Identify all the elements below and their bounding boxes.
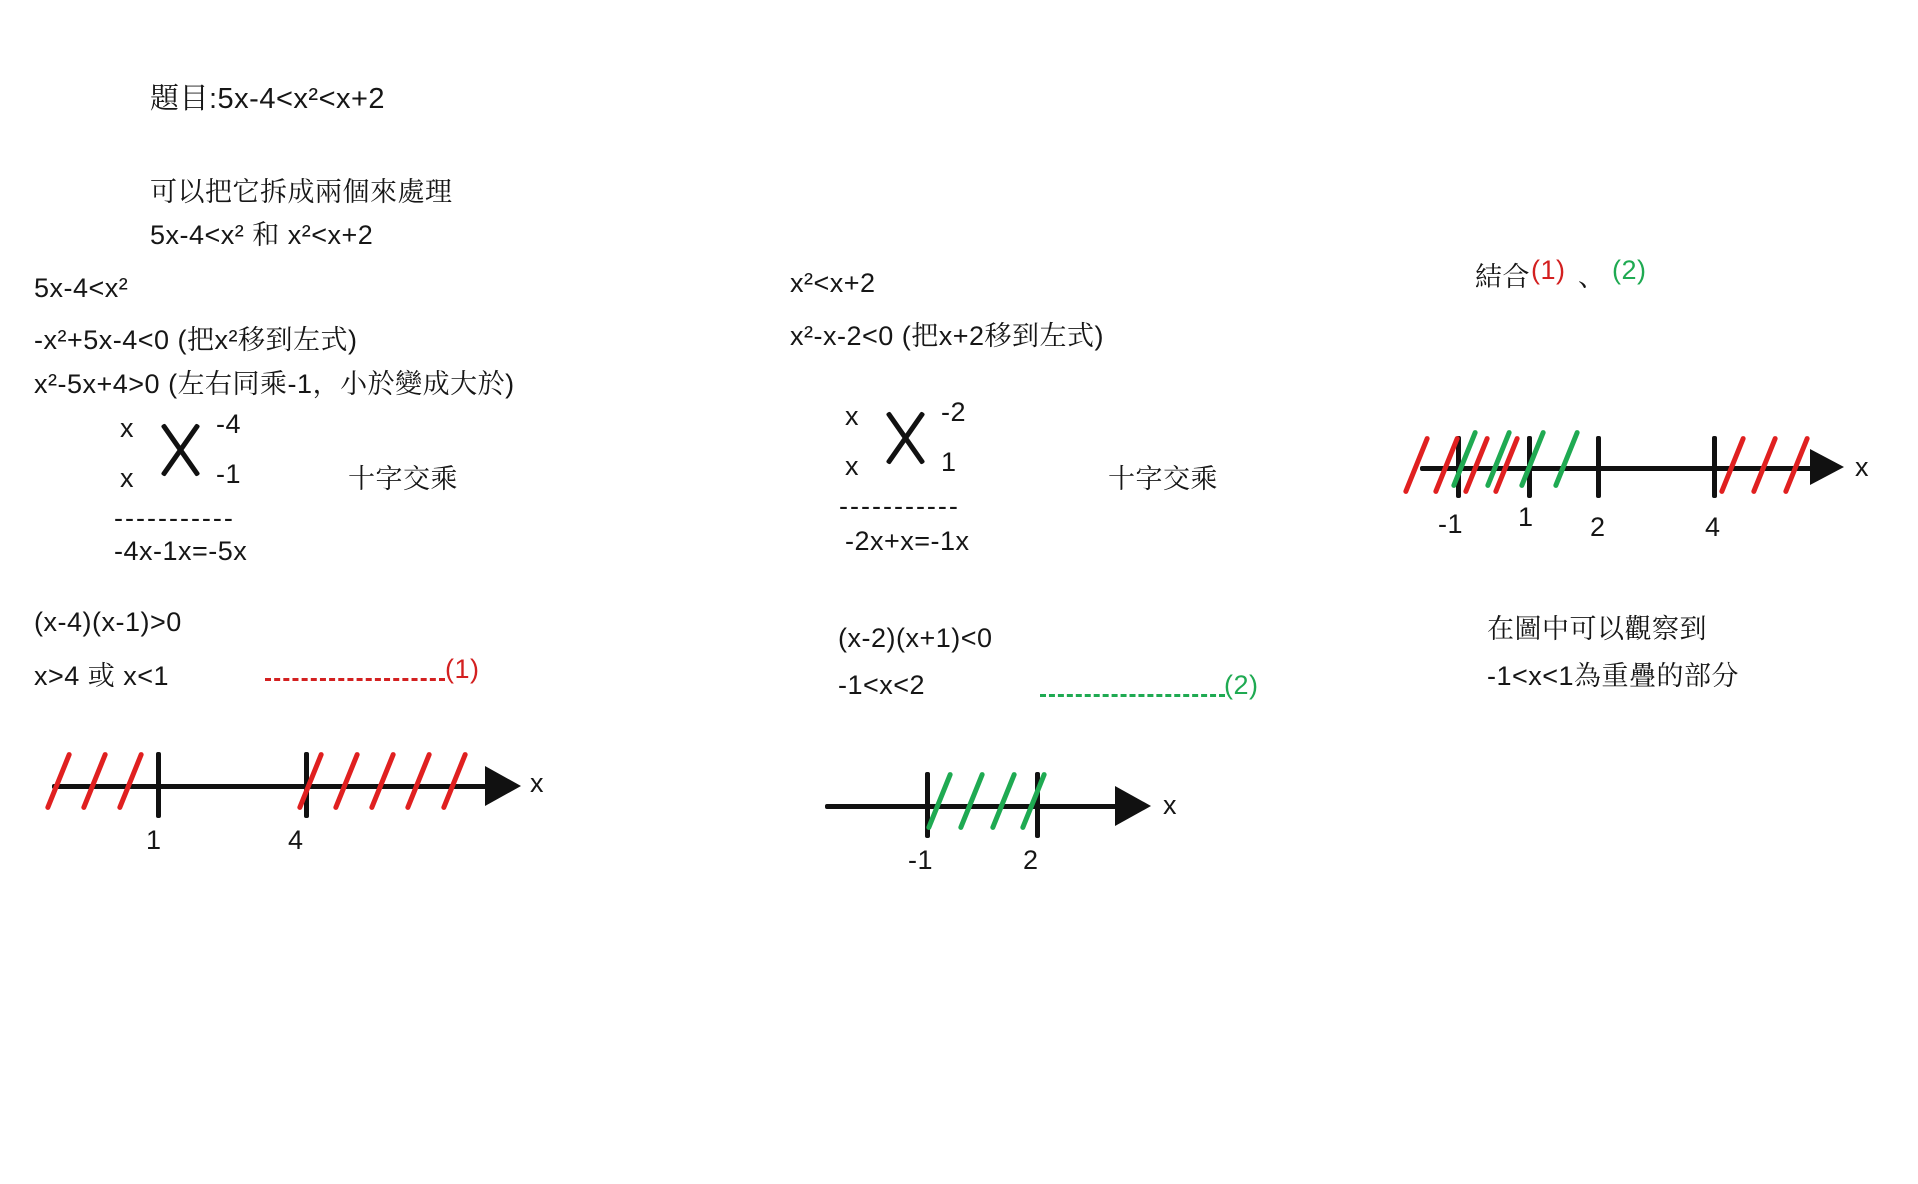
- left-cross-sum: -4x-1x=-5x: [114, 536, 248, 566]
- middle-cross-top-right: -2: [941, 397, 967, 427]
- right-tick-label-4: 4: [1705, 512, 1721, 542]
- middle-cross-label: 十字交乘: [1108, 464, 1218, 494]
- middle-solution: -1<x<2: [838, 670, 926, 700]
- right-number-line: [1400, 420, 1900, 580]
- right-tick-4: [1712, 436, 1717, 498]
- left-hatch: [81, 751, 109, 810]
- middle-tick-label-2: 2: [1023, 845, 1039, 875]
- left-step-3: x²-5x+4>0 (左右同乘-1，小於變成大於): [34, 369, 515, 399]
- middle-step-1: x²<x+2: [790, 268, 876, 298]
- middle-number-line: [815, 740, 1335, 880]
- left-tag-dash: [265, 678, 445, 681]
- right-tick-label-2: 1: [1518, 502, 1534, 532]
- middle-hatch: [1020, 771, 1048, 830]
- left-tick-1: [156, 752, 161, 818]
- left-hatch: [405, 751, 433, 810]
- right-hatch-green: [1553, 429, 1581, 488]
- left-hatch: [117, 751, 145, 810]
- middle-factored: (x-2)(x+1)<0: [838, 623, 993, 653]
- intro-line-1: 可以把它拆成兩個來處理: [150, 177, 453, 207]
- middle-cross-bottom-right: 1: [941, 447, 957, 477]
- left-tick-label-2: 4: [288, 825, 304, 855]
- left-tag: (1): [445, 654, 480, 684]
- right-heading-pre: 結合: [1475, 262, 1530, 292]
- middle-axis-arrow-icon: [1115, 786, 1151, 826]
- left-cross-bottom-left: x: [120, 463, 134, 493]
- right-conclusion-2: -1<x<1為重疊的部分: [1487, 661, 1740, 691]
- right-heading-sep: 、: [1578, 262, 1606, 292]
- intro-line-2: 5x-4<x² 和 x²<x+2: [150, 220, 374, 250]
- left-hatch: [297, 751, 325, 810]
- right-axis-arrow-icon: [1810, 449, 1844, 485]
- left-solution: x>4 或 x<1: [34, 661, 170, 691]
- right-tick-label-1: -1: [1438, 509, 1464, 539]
- left-axis: [52, 784, 492, 789]
- problem-title: 題目:5x-4<x²<x+2: [150, 83, 386, 115]
- left-cross-divider: -----------: [114, 503, 235, 533]
- middle-cross-top-left: x: [845, 401, 859, 431]
- left-hatch: [45, 751, 73, 810]
- left-cross-top-left: x: [120, 413, 134, 443]
- middle-cross-divider: -----------: [839, 491, 960, 521]
- middle-axis-label: x: [1163, 790, 1177, 820]
- middle-step-2: x²-x-2<0 (把x+2移到左式): [790, 321, 1105, 351]
- right-hatch-red: [1403, 435, 1431, 494]
- middle-tag: (2): [1224, 670, 1259, 700]
- right-hatch-green: [1519, 429, 1547, 488]
- middle-hatch: [958, 771, 986, 830]
- right-heading-tag-2: (2): [1612, 255, 1647, 285]
- middle-tag-dash: [1040, 694, 1225, 697]
- left-axis-label: x: [530, 768, 544, 798]
- left-hatch: [369, 751, 397, 810]
- left-factored: (x-4)(x-1)>0: [34, 607, 182, 637]
- middle-cross-sum: -2x+x=-1x: [845, 526, 970, 556]
- left-step-2: -x²+5x-4<0 (把x²移到左式): [34, 325, 358, 355]
- middle-cross-bottom-left: x: [845, 451, 859, 481]
- right-hatch-red: [1783, 435, 1811, 494]
- left-number-line: [30, 720, 550, 860]
- right-hatch-red: [1751, 435, 1779, 494]
- left-step-1: 5x-4<x²: [34, 273, 129, 303]
- middle-tick-label-1: -1: [908, 845, 934, 875]
- left-tick-label-1: 1: [146, 825, 162, 855]
- left-hatch: [441, 751, 469, 810]
- left-cross-bottom-right: -1: [216, 459, 242, 489]
- right-tick-label-3: 2: [1590, 512, 1606, 542]
- left-hatch: [333, 751, 361, 810]
- right-conclusion-1: 在圖中可以觀察到: [1487, 614, 1707, 644]
- right-hatch-red: [1719, 435, 1747, 494]
- right-heading: [1475, 255, 1775, 295]
- right-tick-3: [1596, 436, 1601, 498]
- middle-hatch: [990, 771, 1018, 830]
- left-cross-top-right: -4: [216, 409, 242, 439]
- right-heading-tag-1: (1): [1531, 255, 1566, 285]
- left-cross-label: 十字交乘: [348, 464, 458, 494]
- middle-axis: [825, 804, 1125, 809]
- right-axis-label: x: [1855, 452, 1869, 482]
- left-axis-arrow-icon: [485, 766, 521, 806]
